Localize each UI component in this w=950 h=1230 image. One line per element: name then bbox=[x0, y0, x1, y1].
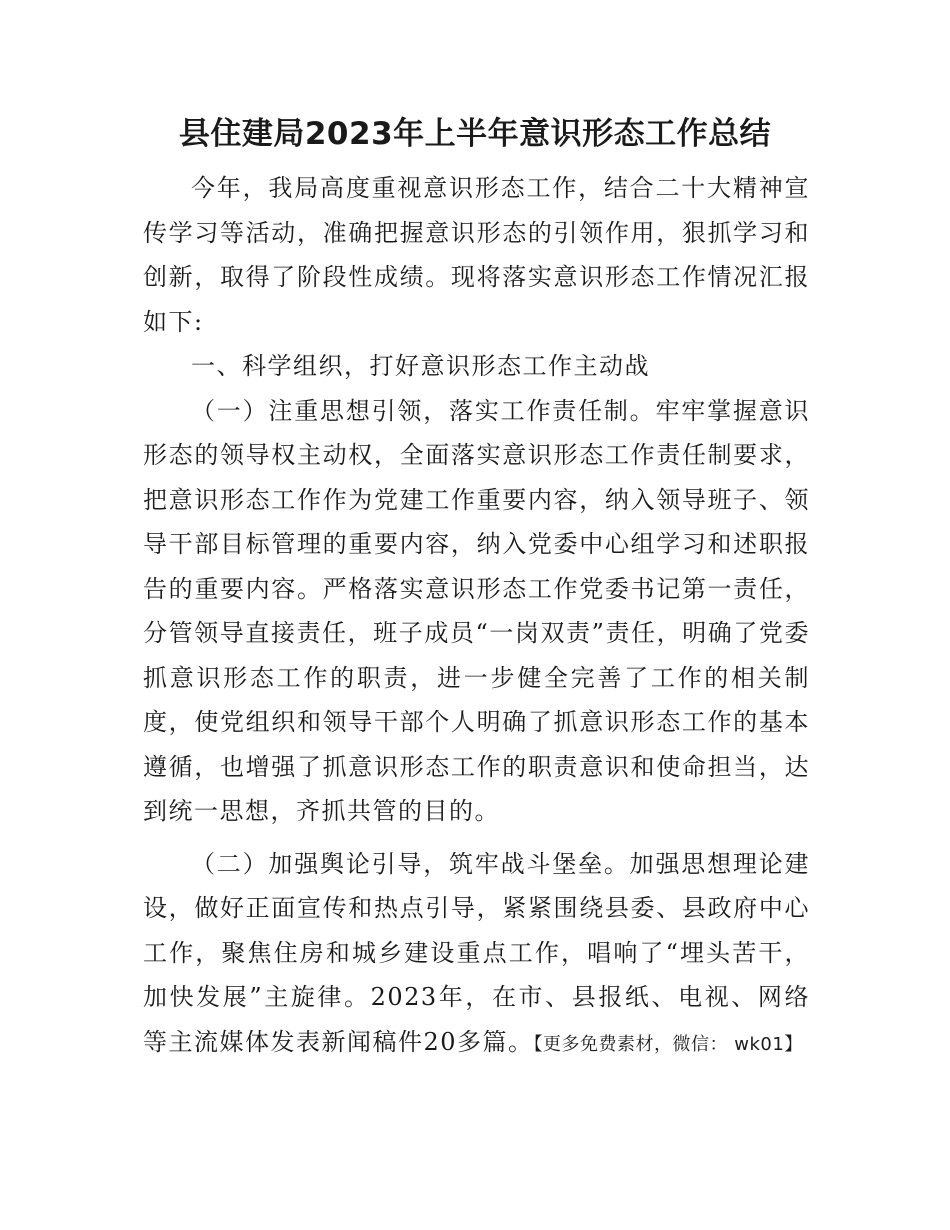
item-2-paragraph bbox=[143, 842, 810, 1068]
promo-note: 【更多免费素材，微信： wk01】 bbox=[533, 1033, 803, 1055]
section-1-heading: 一、科学组织，打好意识形态工作主动战 bbox=[191, 352, 650, 380]
document-title: 县住建局2023年上半年意识形态工作总结 bbox=[178, 116, 772, 152]
item-2-text: （二）加强舆论引导，筑牢战斗堡垒。加强思想理论建设，做好正面宣传和热点引导，紧紧围绕县委、县政府中心工作，聚焦住房和城乡建设重点工作，唱响了“埋头苦干，加快发展”主旋律。2023年，在市、县报纸、电视、网络等主流媒体发表新闻稿件20多篇。 bbox=[143, 849, 810, 1056]
document-body bbox=[143, 166, 810, 1067]
intro-paragraph: 今年，我局高度重视意识形态工作，结合二十大精神宣传学习等活动，准确把握意识形态的引领作用，狠抓学习和创新，取得了阶段性成绩。现将落实意识形态工作情况汇报如下: bbox=[143, 174, 810, 336]
item-1-paragraph: （一）注重思想引领，落实工作责任制。牢牢掌握意识形态的领导权主动权，全面落实意识形态工作责任制要求，把意识形态工作作为党建工作重要内容，纳入领导班子、领导干部目标管理的重要内容，纳入党委中心组学习和述职报告的重要内容。严格落实意识形态工作党委书记第一责任，分管领导直接责任，班子成员“一岗双责”责任，明确了党委抓意识形态工作的职责，进一步健全完善了工作的相关制度，使党组织和领导干部个人明确了抓意识形态工作的基本遵循，也增强了抓意识形态工作的职责意识和使命担当，达到统一思想，齐抓共管的目的。 bbox=[143, 396, 810, 825]
